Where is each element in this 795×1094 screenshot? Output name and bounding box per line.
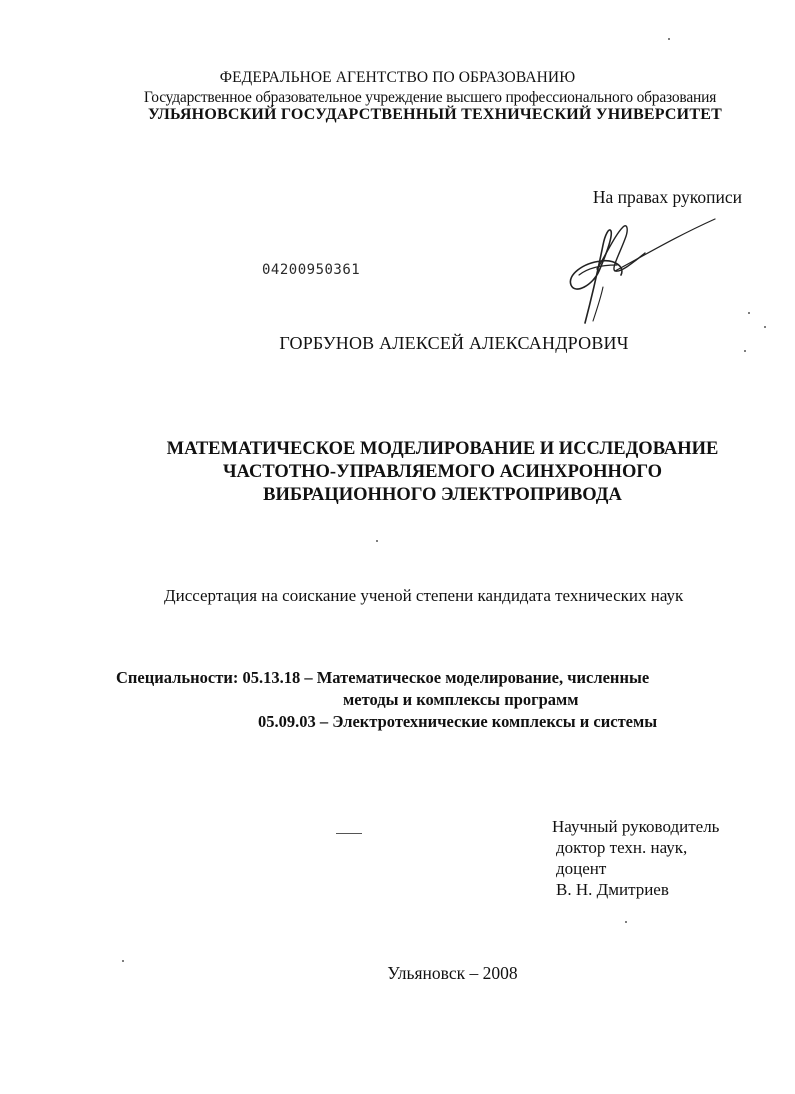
rights-note: На правах рукописи xyxy=(592,187,742,207)
scan-speck xyxy=(376,540,378,542)
specialty-line: Специальности: 05.13.18 – Математическое моделирование, численные xyxy=(116,668,650,687)
agency-name: ФЕДЕРАЛЬНОЕ АГЕНТСТВО ПО ОБРАЗОВАНИЮ xyxy=(219,69,576,86)
title-line: ВИБРАЦИОННОГО ЭЛЕКТРОПРИВОДА xyxy=(263,485,622,505)
scan-speck xyxy=(122,960,124,962)
university-name: УЛЬЯНОВСКИЙ ГОСУДАРСТВЕННЫЙ ТЕХНИЧЕСКИЙ УНИВЕРСИТЕТ xyxy=(148,106,722,123)
city-year: Ульяновск – 2008 xyxy=(387,963,518,983)
scan-speck xyxy=(744,350,746,352)
author-name: ГОРБУНОВ АЛЕКСЕЙ АЛЕКСАНДРОВИЧ xyxy=(279,333,629,353)
supervisor-block xyxy=(552,816,719,900)
dissertation-title xyxy=(0,438,795,507)
scan-speck xyxy=(748,312,750,314)
specialty-line: 05.09.03 – Электротехнические комплексы и системы xyxy=(258,712,658,731)
supervisor-role: Научный руководитель xyxy=(552,817,720,836)
scan-speck xyxy=(668,38,670,40)
title-line: МАТЕМАТИЧЕСКОЕ МОДЕЛИРОВАНИЕ И ИССЛЕДОВАНИЕ xyxy=(166,439,719,459)
dissertation-note: Диссертация на соискание ученой степени кандидата технических наук xyxy=(164,586,684,605)
signature-image xyxy=(545,205,725,330)
scan-mark xyxy=(336,833,362,834)
supervisor-rank: доцент xyxy=(556,859,607,878)
specialty-line: методы и комплексы программ xyxy=(343,690,579,709)
catalog-code: 04200950361 xyxy=(262,262,361,278)
scan-speck xyxy=(625,921,627,923)
scan-speck xyxy=(764,326,766,328)
supervisor-degree: доктор техн. наук, xyxy=(556,838,688,857)
title-line: ЧАСТОТНО-УПРАВЛЯЕМОГО АСИНХРОННОГО xyxy=(222,462,663,482)
institution-name: Государственное образовательное учреждение высшего профессионального образования xyxy=(143,89,717,106)
supervisor-name: В. Н. Дмитриев xyxy=(556,880,669,899)
